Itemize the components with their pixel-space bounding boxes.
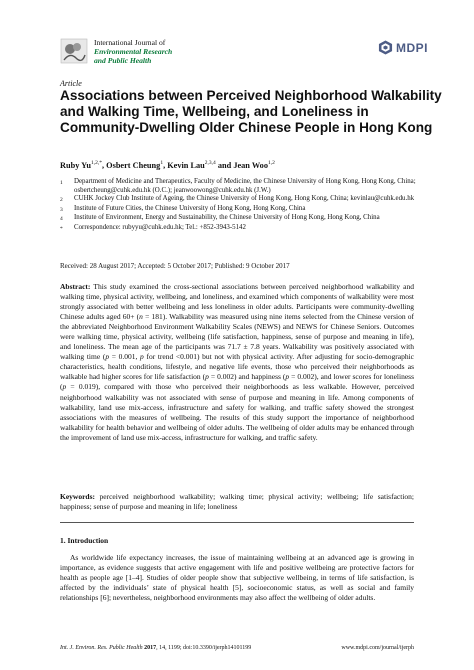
stat-variable: p xyxy=(205,372,209,382)
citation xyxy=(60,645,251,651)
keywords-text: perceived neighborhood walkability; walking time; physical activity; wellbeing; life satisfaction; happiness; sense of purpose and meaning in life; loneliness xyxy=(60,492,414,512)
affiliation-item xyxy=(60,178,430,195)
affiliation-item xyxy=(60,195,430,205)
section-heading: 1. Introduction xyxy=(60,536,109,545)
abstract-text: = 0.001, xyxy=(109,352,141,362)
author-name: Ruby Yu xyxy=(60,160,91,170)
stat-variable: p xyxy=(140,352,144,362)
abstract-text: for trend <0.001) but not with physical activity. After adjusting for socio-demographic characteristics, health conditions, lifestyle, and negative life events, those who perceived their neighborhoods as walkable had higher scores for life satisfaction ( xyxy=(60,352,414,382)
citation-year: 2017 xyxy=(144,645,157,651)
author-list xyxy=(60,160,275,170)
author-affiliation-mark: 2,3,4 xyxy=(204,160,216,166)
affiliation-text: CUHK Jockey Club Institute of Ageing, the Chinese University of Hong Kong, Hong Kong, China; kevinlau@cuhk.edu.hk xyxy=(74,195,415,203)
introduction-paragraph: As worldwide life expectancy increases, the issue of maintaining wellbeing at an advanced age is growing in importance, as evidence suggests that active engagement with life and positive wellbeing are protective factors for health as people age [1–4]. Studies of older people show that subjective wellbeing, in terms of life satisfaction, is affected by the individuals’ state of physical health [5], socioeconomic status, as well as social and family relationships [6]; nevertheless, neighborhood environments may also affect the wellbeing of older adults. xyxy=(60,553,414,603)
mdpi-logo-icon xyxy=(378,40,393,55)
affiliation-text: Institute of Future Cities, the Chinese University of Hong Kong, Hong Kong, China xyxy=(74,204,306,212)
stat-variable: p xyxy=(62,382,67,392)
affiliation-mark: 1 xyxy=(60,180,63,186)
keywords-label: Keywords: xyxy=(60,492,95,501)
abstract-label: Abstract: xyxy=(60,282,91,291)
publisher-logo xyxy=(378,40,428,55)
author-name: Osbert Cheung xyxy=(106,160,161,170)
author-separator: , xyxy=(163,160,168,170)
affiliation-mark: 2 xyxy=(60,197,63,204)
abstract-text: = 0.002), and lower scores for loneliness ( xyxy=(60,372,414,392)
author-affiliation-mark: 1 xyxy=(160,160,164,166)
page-footer xyxy=(60,645,414,651)
journal-name-line1: International Journal of xyxy=(94,38,166,47)
journal-name-line2: Environmental Research xyxy=(94,47,173,56)
stat-variable: n xyxy=(139,312,143,322)
affiliation-item xyxy=(60,224,430,234)
affiliation-mark: 4 xyxy=(60,216,63,223)
stat-variable: p xyxy=(285,372,290,382)
affiliation-item xyxy=(60,214,430,224)
abstract-text: This study examined the cross-sectional associations between perceived neighborhood walkability and walking time, physical activity, wellbeing, and loneliness, and examined which components of walkability were most strongly associated with better wellbeing and less loneliness in older adults. Participants were community-dwelling Chinese adults aged 60+ ( xyxy=(60,282,414,322)
journal-logo-icon xyxy=(60,38,88,64)
author-affiliation-mark: 1,2,* xyxy=(90,160,102,166)
journal-name xyxy=(94,38,172,65)
affiliation-text: Institute of Environment, Energy and Sustainability, the Chinese University of Hong Kong, Hong Kong, China xyxy=(74,214,380,222)
journal-website: www.mdpi.com/journal/ijerph xyxy=(341,645,414,651)
affiliation-mark: * xyxy=(60,225,63,232)
citation-journal: Int. J. Environ. Res. Public Health xyxy=(60,645,143,651)
section-divider xyxy=(60,522,414,523)
abstract xyxy=(60,282,414,443)
article-title: Associations between Perceived Neighborhood Walkability and Walking Time, Wellbeing, and Loneliness in Community-Dwelling Older Chinese People in Hong Kong xyxy=(60,88,442,135)
citation-details: , 14, 1199; doi:10.3390/ijerph14101199 xyxy=(156,645,252,651)
author-affiliation-mark: 1,2 xyxy=(267,160,275,166)
publication-dates: Received: 28 August 2017; Accepted: 5 October 2017; Published: 9 October 2017 xyxy=(60,262,290,270)
affiliation-text: Correspondence: rubyyu@cuhk.edu.hk; Tel.: +852-3943-5142 xyxy=(74,223,246,231)
abstract-text: = 181). Walkability was measured using nine items selected from the Chinese version of the abbreviated Neighborhood Environment Walkability Scales (NEWS) and NEWS for Chinese Seniors. Outcomes were walking time, physical activity, wellbeing (life satisfaction, happiness, sense of purpose and meaning in life), and loneliness. The mean age of the participants was 71.7 ± 7.8 years. Walkability was positively associated with walking time ( xyxy=(60,312,415,362)
affiliation-text: Department of Medicine and Therapeutics, Faculty of Medicine, the Chinese University of Hong Kong, Hong Kong, China; osbertcheung@cuhk.edu.hk (O.C.); jeanwoowong@cuhk.edu.hk (J.W.) xyxy=(74,178,416,194)
journal-name-line3: and Public Health xyxy=(94,56,152,65)
author-name: Kevin Lau xyxy=(167,160,205,170)
stat-variable: p xyxy=(105,352,110,362)
author-separator: , xyxy=(101,160,107,170)
abstract-text: = 0.019), compared with those who perceived their neighborhoods as less walkable. However, perceived neighborhood walkability was not associated with sense of purpose and meaning in life. Among components of walkability, land use mix-access, infrastructure and safety for walking, and traffic safety showed the strongest associations with the measures of wellbeing. The results of this study support the importance of neighborhood walkability for health behavior and wellbeing of older adults. The wellbeing of older adults may be enhanced through the improvement of land use mix-access, infrastructure for walking, and traffic safety. xyxy=(60,382,414,442)
publisher-name: MDPI xyxy=(396,40,428,55)
affiliation-mark: 3 xyxy=(60,206,63,213)
author-name: Jean Woo xyxy=(233,160,268,170)
affiliation-item xyxy=(60,205,430,215)
article-type: Article xyxy=(60,79,82,88)
author-conjunction: and xyxy=(215,160,234,170)
affiliation-list xyxy=(60,178,430,234)
keywords xyxy=(60,492,414,512)
abstract-text: = 0.002) and happiness ( xyxy=(208,372,286,382)
